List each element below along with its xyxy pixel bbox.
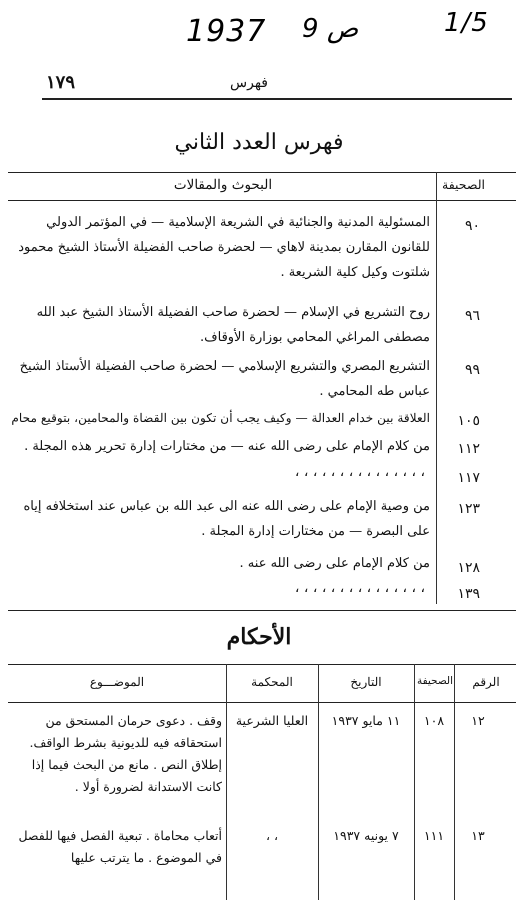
toc-page: ١٣٩	[457, 586, 480, 602]
toc-page: ١١٧	[457, 470, 480, 486]
toc-page: ١٠٥	[457, 413, 480, 429]
table-divider	[414, 664, 415, 900]
toc-entry: روح التشريع في الإسلام — لحضرة صاحب الفضيلة الأستاذ الشيخ عبد الله مصطفى المراغي المحامي بوزارة الأوقاف.	[36, 305, 430, 345]
toc-ditto-dots: ، ، ، ، ، ، ، ، ، ، ، ، ، ، ،	[294, 464, 425, 480]
toc-page: ١١٢	[457, 441, 480, 457]
toc-page: ٩٩	[464, 362, 480, 378]
col-date-header: التاريخ	[350, 675, 382, 689]
table-divider	[318, 664, 319, 900]
toc-col-topic: البحوث والمقالات	[173, 177, 273, 193]
page-number: ١٧٩	[46, 72, 76, 93]
toc-header-bottom-rule	[8, 200, 516, 201]
table-row-number: ١٢	[471, 713, 485, 728]
table-row-topic: وقف . دعوى حرمان المستحق من استحقاقه فيه للديونية بشرط الواقف. إطلاق النص . مانع من البحث فيما إذا كانت الاستدانة لضرورة أولا .	[29, 713, 222, 794]
toc-page: ٩٦	[464, 308, 480, 324]
toc-entry: التشريع المصري والتشريع الإسلامي — لحضرة صاحب الفضيلة الأستاذ الشيخ عباس طه المحامي .	[19, 359, 430, 399]
toc-col-page: الصحيفة	[442, 177, 485, 192]
toc-entry: من وصية الإمام على رضى الله عنه الى عبد الله بن عباس عند استخلافه إياه على البصرة — من مختارات إدارة المجلة .	[23, 499, 430, 539]
toc-ditto-dots: ، ، ، ، ، ، ، ، ، ، ، ، ، ، ،	[294, 580, 425, 596]
col-court-header: المحكمة	[251, 675, 293, 689]
toc-header-top-rule	[8, 172, 516, 173]
table-row-date: ١١ مايو ١٩٣٧	[331, 713, 401, 728]
col-page-header: الصحيفة	[416, 675, 454, 687]
table-row-number: ١٣	[471, 828, 485, 843]
table-row-court: ، ،	[265, 828, 279, 843]
col-topic-header: الموضـــوع	[89, 675, 145, 689]
table-divider	[226, 664, 227, 900]
table-divider	[454, 664, 455, 900]
toc-entry: من كلام الإمام على رضى الله عنه — من مختارات إدارة تحرير هذه المجلة .	[24, 439, 430, 454]
section1-title: فهرس العدد الثاني	[174, 130, 344, 155]
toc-page: ٩٠	[464, 218, 480, 234]
section1-end-rule	[8, 610, 516, 611]
toc-column-divider	[436, 172, 437, 604]
toc-entry: من كلام الإمام على رضى الله عنه .	[239, 556, 430, 571]
handwritten-mark: 9 ص	[302, 14, 359, 44]
col-number-header: الرقم	[472, 675, 500, 689]
toc-page: ١٢٨	[457, 560, 480, 576]
table-row-topic: أتعاب محاماة . تبعية الفصل فيها للفصل في الموضوع . ما يترتب عليها	[18, 828, 222, 865]
table-row-date: ٧ يونيه ١٩٣٧	[333, 828, 399, 843]
table-row-page: ١٠٨	[423, 713, 445, 728]
toc-page: ١٢٣	[457, 501, 480, 517]
toc-entry: المسئولية المدنية والجنائية في الشريعة الإسلامية — في المؤتمر الدولي للقانون المقارن بمدينة لاهاي — لحضرة صاحب الفضيلة الأستاذ الشيخ محمود شلتوت وكيل كلية الشريعة .	[18, 215, 430, 280]
handwritten-date: 1937	[186, 14, 267, 49]
table-row-page: ١١١	[423, 828, 445, 843]
table-header-rule	[8, 702, 516, 703]
toc-entry: العلاقة بين خدام العدالة — وكيف يجب أن تكون بين القضاة والمحامين، بتوقيع محام	[11, 411, 430, 425]
running-title: فهرس	[230, 75, 268, 91]
handwritten-fraction: 1/5	[444, 8, 489, 38]
header-rule	[42, 98, 512, 100]
section2-title: الأحكام	[226, 624, 292, 650]
table-top-rule	[8, 664, 516, 665]
table-row-court: العليا الشرعية	[235, 713, 309, 728]
